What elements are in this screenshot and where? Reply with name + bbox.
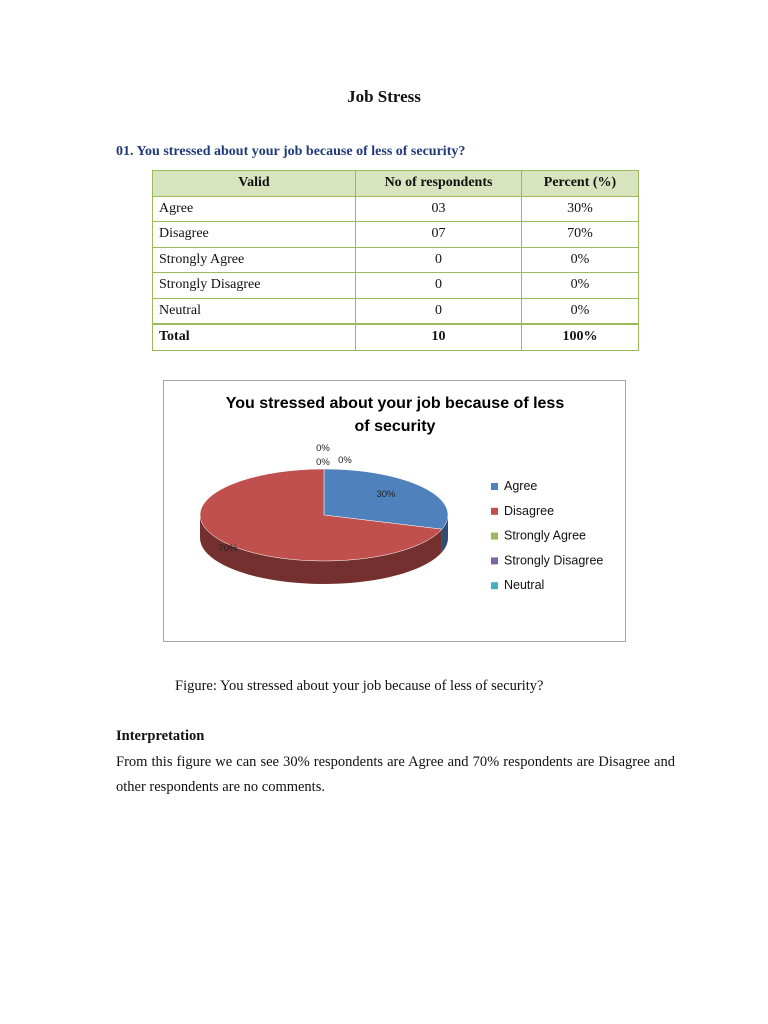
row-count: 0 <box>356 273 522 299</box>
table-total-row <box>153 324 639 350</box>
pie-chart-svg <box>164 381 627 643</box>
row-percent: 70% <box>522 222 639 248</box>
header-respondents: No of respondents <box>356 171 522 197</box>
row-percent: 0% <box>522 298 639 324</box>
interpretation-heading: Interpretation <box>116 728 205 744</box>
legend-item: Strongly Disagree <box>504 553 604 568</box>
row-count: 07 <box>356 222 522 248</box>
chart-title-line1: You stressed about your job because of less <box>225 395 565 412</box>
data-label: 0% <box>338 455 352 466</box>
row-label: Strongly Agree <box>153 247 356 273</box>
table-row <box>153 273 639 299</box>
total-count: 10 <box>356 324 522 350</box>
row-label: Strongly Disagree <box>153 273 356 299</box>
table-row <box>153 222 639 248</box>
total-label: Total <box>153 324 356 350</box>
legend-swatch <box>491 508 498 515</box>
legend-swatch <box>491 582 498 589</box>
total-percent: 100% <box>522 324 639 350</box>
figure-caption: Figure: You stressed about your job because of less of security? <box>175 678 544 694</box>
table-row <box>153 247 639 273</box>
header-percent: Percent (%) <box>522 171 639 197</box>
page-title: Job Stress <box>347 87 421 106</box>
row-count: 03 <box>356 196 522 222</box>
data-label: 30% <box>376 489 396 500</box>
legend-item: Agree <box>504 479 538 493</box>
question-heading: 01. You stressed about your job because of less of security? <box>116 144 466 159</box>
row-percent: 30% <box>522 196 639 222</box>
response-table <box>152 170 639 351</box>
row-count: 0 <box>356 298 522 324</box>
row-percent: 0% <box>522 273 639 299</box>
header-valid: Valid <box>153 171 356 197</box>
table-header-row <box>153 171 639 197</box>
row-percent: 0% <box>522 247 639 273</box>
legend-item: Strongly Agree <box>504 528 586 543</box>
row-label: Disagree <box>153 222 356 248</box>
legend-item: Neutral <box>504 578 545 593</box>
chart-title-line2: of security <box>354 418 436 435</box>
table-row <box>153 196 639 222</box>
row-label: Agree <box>153 196 356 222</box>
legend-swatch <box>491 533 498 540</box>
legend-swatch <box>491 557 498 564</box>
data-label: 70% <box>218 543 238 554</box>
row-label: Neutral <box>153 298 356 324</box>
table-row <box>153 298 639 324</box>
data-label: 0% <box>316 457 330 468</box>
row-count: 0 <box>356 247 522 273</box>
interpretation-text: From this figure we can see 30% respondents are Agree and 70% respondents are Disagree and other respondents are no comments. <box>116 754 675 795</box>
legend-item: Disagree <box>504 503 555 518</box>
data-label: 0% <box>316 443 330 454</box>
pie-chart <box>163 380 626 642</box>
legend-swatch <box>491 483 498 490</box>
